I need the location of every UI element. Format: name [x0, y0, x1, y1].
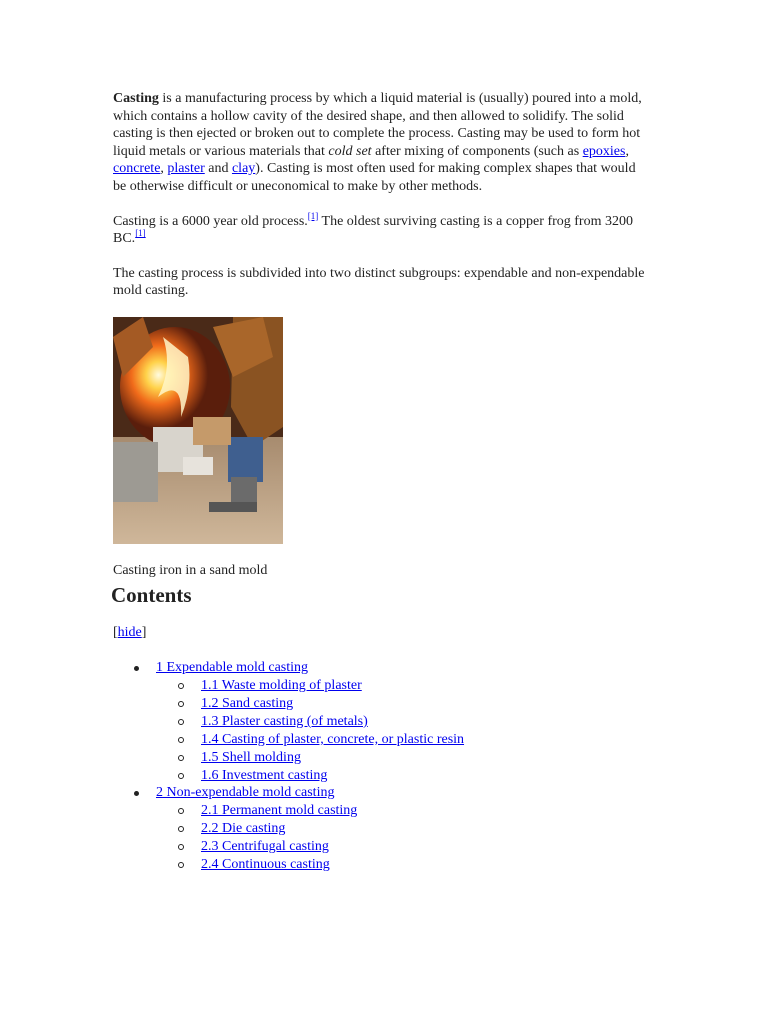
- bracket-close: ]: [141, 624, 147, 640]
- toc-link[interactable]: 1.5 Shell molding: [201, 749, 301, 765]
- table-of-contents: [113, 659, 648, 874]
- toc-subitem: [156, 749, 648, 767]
- link-epoxies[interactable]: epoxies: [582, 143, 626, 159]
- bracket-open: [: [113, 624, 118, 640]
- hide-link[interactable]: hide: [117, 624, 142, 640]
- image-caption: Casting iron in a sand mold: [113, 562, 268, 578]
- cold-set-term: cold set: [328, 143, 372, 159]
- link-clay[interactable]: clay: [231, 161, 256, 177]
- toc-link[interactable]: 1.6 Investment casting: [201, 767, 328, 783]
- toc-sublist: [156, 677, 648, 784]
- toc-subitem: [156, 731, 648, 749]
- toc-link-expendable[interactable]: 1 Expendable mold casting: [156, 660, 309, 676]
- history-text-2: The oldest surviving casting is a copper frog from 3200 BC.: [113, 213, 633, 247]
- subgroups-paragraph: The casting process is subdivided into two distinct subgroups: expendable and non-expendable mold casting.: [113, 265, 645, 299]
- history-paragraph: [113, 210, 648, 248]
- reference-link-1[interactable]: [1]: [307, 210, 319, 221]
- toc-item: [113, 784, 648, 874]
- toc-subitem: [156, 838, 648, 856]
- toc-sublist: [156, 802, 648, 874]
- term-casting: Casting: [113, 91, 159, 106]
- toc-subitem: [156, 856, 648, 874]
- toc-subitem: [156, 820, 648, 838]
- separator: ,: [160, 161, 168, 177]
- intro-text-2: after mixing of components (such as: [371, 143, 583, 159]
- toc-subitem: [156, 677, 648, 695]
- hide-toggle: [113, 624, 648, 642]
- toc-subitem: [156, 802, 648, 820]
- history-text-1: Casting is a 6000 year old process.: [113, 213, 308, 229]
- toc-link[interactable]: 1.3 Plaster casting (of metals): [201, 713, 368, 729]
- toc-link[interactable]: 1.4 Casting of plaster, concrete, or plastic resin: [201, 731, 465, 747]
- toc-link[interactable]: 1.2 Sand casting: [201, 695, 294, 711]
- toc-link[interactable]: 2.1 Permanent mold casting: [201, 803, 358, 819]
- reference-link-2[interactable]: [1]: [135, 228, 146, 239]
- toc-link[interactable]: 1.1 Waste molding of plaster: [201, 678, 362, 694]
- link-concrete[interactable]: concrete: [113, 161, 161, 177]
- article-body: [113, 90, 648, 874]
- toc-subitem: [156, 695, 648, 713]
- contents-heading: Contents: [111, 582, 192, 607]
- toc-item: [113, 659, 648, 784]
- separator: ,: [625, 143, 629, 159]
- toc-subitem: [156, 713, 648, 731]
- intro-text-1: is a manufacturing process by which a liquid material is (usually) poured into a mold, which contains a hollow cavity of the desired shape, and then allowed to solidify. The solid casting is then ejected or broken out to complete the process. Casting may be used to form hot liquid metals or various materials that: [113, 91, 642, 159]
- intro-paragraph: [113, 90, 648, 196]
- toc-subitem: [156, 767, 648, 785]
- casting-photo-drawing: [113, 317, 283, 544]
- intro-text-3: ). Casting is most often used for making complex shapes that would be otherwise difficult or uneconomical to make by other methods.: [113, 161, 636, 194]
- conjunction: and: [204, 161, 232, 177]
- toc-link[interactable]: 2.4 Continuous casting: [201, 857, 330, 873]
- casting-photo: [113, 317, 283, 544]
- toc-link-non-expendable[interactable]: 2 Non-expendable mold casting: [156, 785, 335, 801]
- toc-link[interactable]: 2.2 Die casting: [201, 821, 286, 837]
- toc-link[interactable]: 2.3 Centrifugal casting: [201, 839, 329, 855]
- link-plaster[interactable]: plaster: [167, 161, 205, 177]
